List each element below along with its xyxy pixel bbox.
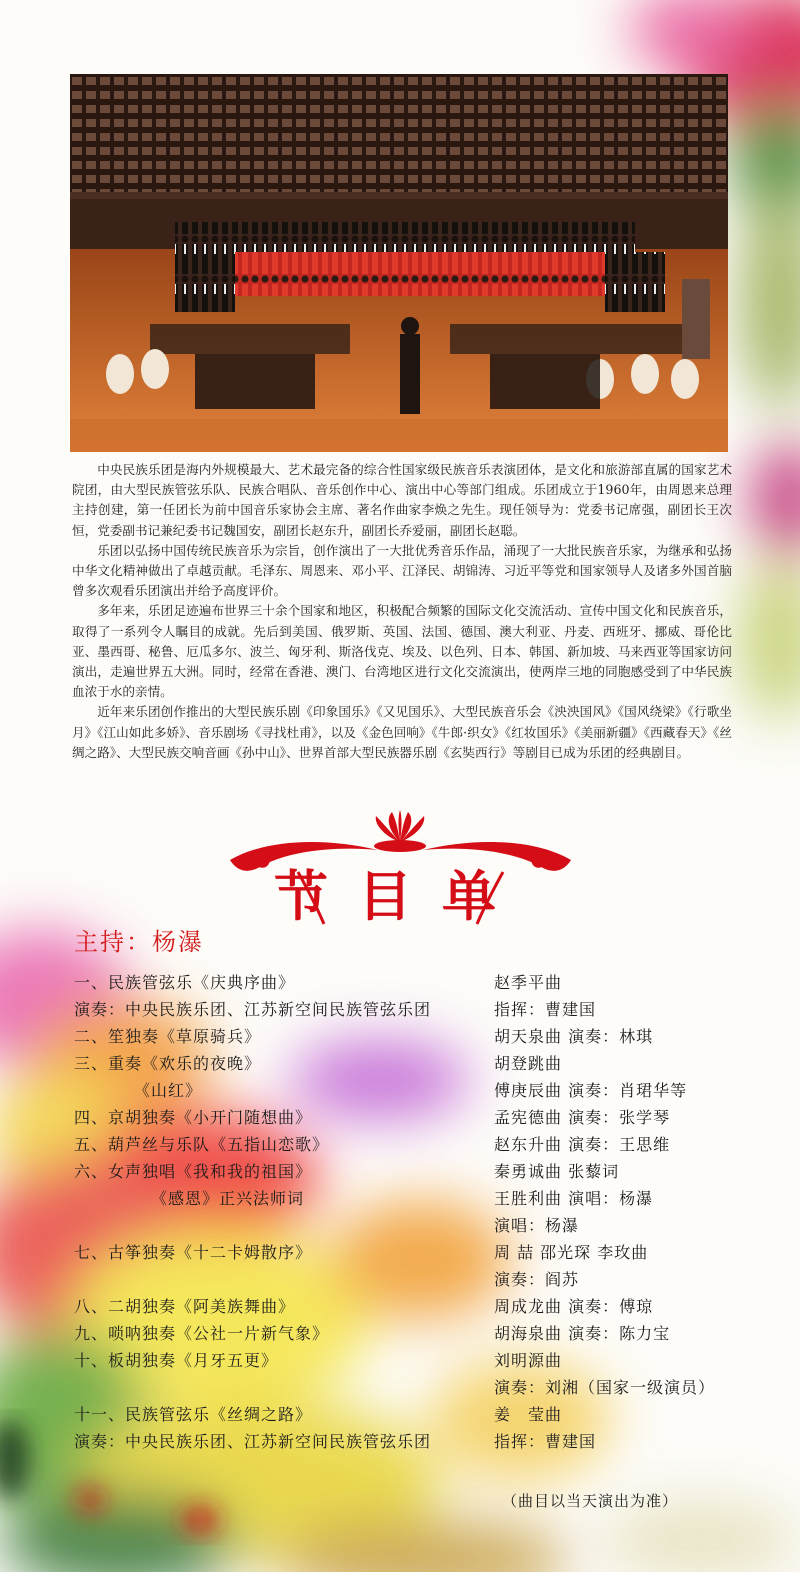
intro-paragraph: 乐团以弘扬中国传统民族音乐为宗旨，创作演出了一大批优秀音乐作品，涌现了一大批民族音乐家，为继承和弘扬中华文化精神做出了卓越贡献。毛泽东、周恩来、邓小平、江泽民、胡锦涛、习近平等党和国家领导人及诸多外国首脑曾多次观看乐团演出并给予高度评价。: [72, 542, 732, 599]
program-credit: 姜 莹曲: [494, 1405, 563, 1424]
program-item: 十一、民族管弦乐《丝绸之路》: [74, 1405, 313, 1424]
program-credit: 胡天泉曲 演奏：林琪: [494, 1027, 654, 1046]
program-credit: 胡海泉曲 演奏：陈力宝: [494, 1324, 671, 1343]
program-credit: 刘明源曲: [494, 1351, 563, 1370]
program-credit: 指挥：曹建国: [494, 1432, 597, 1451]
program-item: 五、葫芦丝与乐队《五指山恋歌》: [74, 1135, 330, 1154]
program-note: （曲目以当天演出为准）: [502, 1492, 679, 1510]
orchestra-introduction: [72, 460, 732, 763]
program-credit: 赵东升曲 演奏：王思维: [494, 1135, 671, 1154]
intro-paragraph: 近年来乐团创作推出的大型民族乐剧《印象国乐》《又见国乐》、大型民族音乐会《泱泱国风》《国风绕梁》《行歌坐月》《江山如此多娇》、音乐剧场《寻找杜甫》，以及《金色回响》《牛郎·织女》《红妆国乐》《美丽新疆》《西藏春天》《丝绸之路》、大型民族交响音画《孙中山》、世界首部大型民族器乐剧《玄奘西行》等剧目已成为乐团的经典剧目。: [72, 704, 732, 760]
program-item: 演奏：中央民族乐团、江苏新空间民族管弦乐团: [74, 1432, 432, 1451]
program-item: 九、唢呐独奏《公社一片新气象》: [74, 1324, 330, 1343]
intro-paragraph: 多年来，乐团足迹遍布世界三十余个国家和地区，积极配合频繁的国际文化交流活动、宣传中国文化和民族音乐，取得了一系列令人瞩目的成就。先后到美国、俄罗斯、英国、法国、德国、澳大利亚、丹麦、西班牙、挪威、哥伦比亚、墨西哥、秘鲁、厄瓜多尔、波兰、匈牙利、斯洛伐克、埃及、以色列、日本、韩国、新加坡、马来西亚等国家访问演出，走遍世界五大洲。同时，经常在香港、澳门、台湾地区进行文化交流演出，使两岸三地的同胞感受到了中华民族血浓于水的亲情。: [72, 603, 732, 700]
program-item: 《山红》: [74, 1081, 203, 1100]
program-item: 演奏：中央民族乐团、江苏新空间民族管弦乐团: [74, 1000, 432, 1019]
host-name: 主持：杨瀑: [74, 928, 204, 956]
program-credit: 演奏：刘湘（国家一级演员）: [494, 1378, 716, 1397]
program-credit: 王胜利曲 演唱：杨瀑: [494, 1189, 654, 1208]
program-credit: 周 喆 邵光琛 李玫曲: [494, 1243, 649, 1262]
program-item: 四、京胡独奏《小开门随想曲》: [74, 1108, 313, 1127]
program-credit: 秦勇诚曲 张藜词: [494, 1162, 620, 1181]
program-item: 一、民族管弦乐《庆典序曲》: [74, 973, 296, 992]
program-credit: 指挥：曹建国: [494, 1000, 597, 1019]
program-item: 七、古筝独奏《十二卡姆散序》: [74, 1243, 313, 1262]
program-title-block: [228, 810, 573, 930]
concert-photo: [70, 74, 728, 452]
program-credit: 演唱：杨瀑: [494, 1216, 580, 1235]
program-item: 三、重奏《欢乐的夜晚》: [74, 1054, 262, 1073]
program-item: 八、二胡独奏《阿美族舞曲》: [74, 1297, 296, 1316]
program-title: 节目单: [274, 865, 526, 928]
program-credit: 孟宪德曲 演奏：张学琴: [494, 1108, 671, 1127]
program-credit: 傅庚辰曲 演奏：肖珺华等: [494, 1081, 688, 1100]
program-item: 《感恩》正兴法师词: [74, 1189, 305, 1208]
intro-paragraph: 中央民族乐团是海内外规模最大、艺术最完备的综合性国家级民族音乐表演团体，是文化和旅游部直属的国家艺术院团，由大型民族管弦乐队、民族合唱队、音乐创作中心、演出中心等部门组成。乐团成立于1960年，由周恩来总理主持创建，第一任团长为前中国音乐家协会主席、著名作曲家李焕之先生。现任领导为：党委书记席强，副团长王次恒，党委副书记兼纪委书记魏国安，副团长赵东升，副团长乔爱丽，副团长赵聪。: [72, 462, 732, 538]
program-credit: 赵季平曲: [494, 973, 563, 992]
program-credit: 周成龙曲 演奏：傅琼: [494, 1297, 654, 1316]
program-item: 二、笙独奏《草原骑兵》: [74, 1027, 262, 1046]
program-credit: 演奏：阎苏: [494, 1270, 580, 1289]
program-credit: 胡登跳曲: [494, 1054, 563, 1073]
program-item: 六、女声独唱《我和我的祖国》: [74, 1162, 313, 1181]
program-item: 十、板胡独奏《月牙五更》: [74, 1351, 279, 1370]
